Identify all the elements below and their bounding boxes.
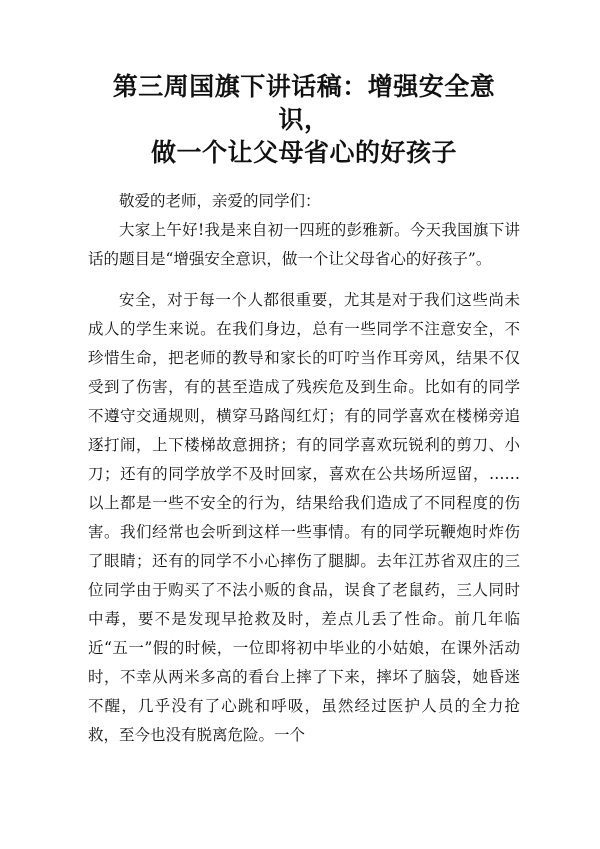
main-paragraph: 安全，对于每一个人都很重要，尤其是对于我们这些尚未成人的学生来说。在我们身边，总有一些同学不注意安全，不珍惜生命，把老师的教导和家长的叮咛当作耳旁风，结果不仅受到了伤害，有的甚至造成了残疾危及到生命。比如有的同学不遵守交通规则，横穿马路闯红灯；有的同学喜欢在楼梯旁追逐打闹，上下楼梯故意拥挤；有的同学喜欢玩锐利的剪刀、小刀；还有的同学放学不及时回家，喜欢在公共场所逗留，……以上都是一些不安全的行为，结果给我们造成了不同程度的伤害。我们经常也会听到这样一些事情。有的同学玩鞭炮时炸伤了眼睛；还有的同学不小心摔伤了腿脚。去年江苏省双庄的三位同学由于购买了不法小贩的食品，误食了老鼠药，三人同时中毒，要不是发现早抢救及时，差点儿丢了性命。前几年临近“五一”假的时候，一位即将初中毕业的小姑娘，在课外活动时，不幸从两米多高的看台上摔了下来，摔坏了脑袋，她昏迷不醒，几乎没有了心跳和呼吸，虽然经过医护人员的全力抢救，至今也没有脱离危险。一个 [88,291,520,744]
greeting-paragraph: 敬爱的老师，亲爱的同学们： [119,192,321,210]
intro-paragraph: 大家上午好!我是来自初一四班的彭雅新。今天我国旗下讲话的题目是“增强安全意识，做一个让父母省心的好孩子”。 [88,221,520,268]
title-line-2: 做一个让父母省心的好孩子 [150,138,457,167]
document-body [88,187,520,750]
title-line-1: 第三周国旗下讲话稿：增强安全意识， [112,72,496,134]
document-title [88,70,520,169]
